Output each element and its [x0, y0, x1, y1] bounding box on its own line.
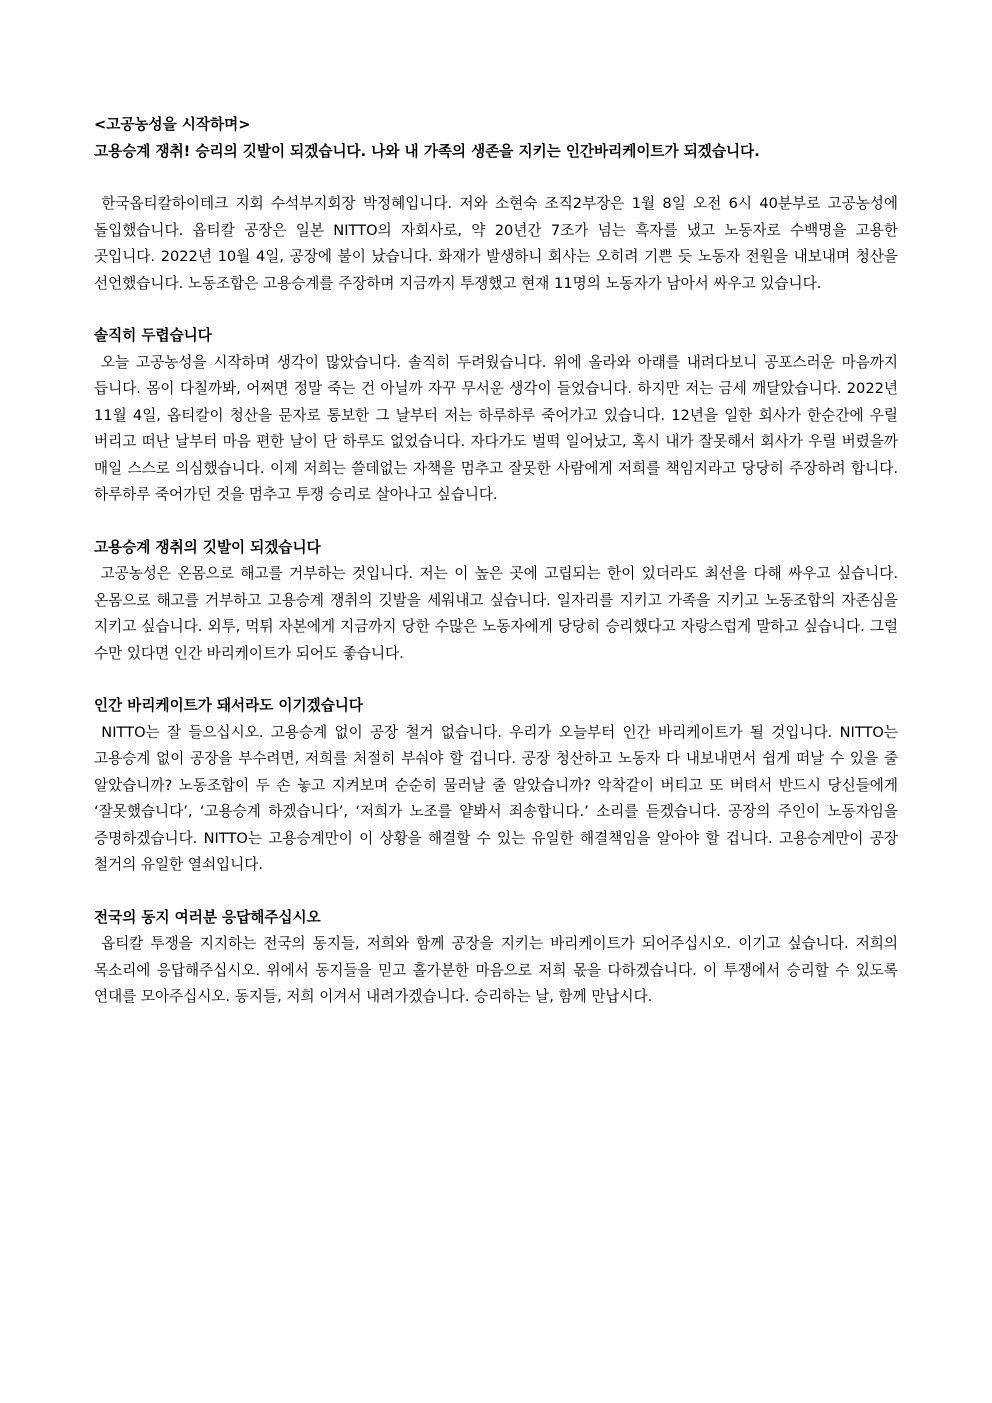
section-title: 전국의 동지 여러분 응답해주십시오	[94, 908, 321, 926]
section-body: 고공농성은 온몸으로 해고를 거부하는 것입니다. 저는 이 높은 곳에 고립되는 한이 있더라도 최선을 다해 싸우고 싶습니다. 온몸으로 해고를 거부하고 고용승계 쟁취의 깃발을 세워내고 싶습니다. 일자리를 지키고 가족을 지키고 노동조합의 자존심을 지키고 싶습니다. 외투, 먹튀 자본에게 지금까지 당한 수많은 노동자에게 당당히 승리했다고 자랑스럽게 말하고 싶습니다. 그럴 수만 있다면 인간 바리케이트가 되어도 좋습니다.	[94, 565, 898, 662]
section-body: 옵티칼 투쟁을 지지하는 전국의 동지들, 저희와 함께 공장을 지키는 바리케이트가 되어주십시오. 이기고 싶습니다. 저희의 목소리에 응답해주십시오. 위에서 동지들을 믿고 홀가분한 마음으로 저희 몫을 다하겠습니다. 이 투쟁에서 승리할 수 있도록 연대를 모아주십시오. 동지들, 저희 이겨서 내려가겠습니다. 승리하는 날, 함께 만납시다.	[94, 935, 898, 1005]
section-title: 고용승계 쟁취의 깃발이 되겠습니다	[94, 538, 321, 556]
section-body: 오늘 고공농성을 시작하며 생각이 많았습니다. 솔직히 두려웠습니다. 위에 올라와 아래를 내려다보니 공포스러운 마음까지 듭니다. 몸이 다칠까봐, 어쩌면 정말 죽는 건 아닐까 자꾸 무서운 생각이 들었습니다. 하지만 저는 금세 깨달았습니다. 2022년 11월 4일, 옵티칼이 청산을 문자로 통보한 그 날부터 저는 하루하루 죽어가고 있습니다. 12년을 일한 회사가 한순간에 우릴 버리고 떠난 날부터 마음 편한 날이 단 하루도 없었습니다. 자다가도 벌떡 일어났고, 혹시 내가 잘못해서 회사가 우릴 버렸을까 매일 스스로 의심했습니다. 이제 저희는 쓸데없는 자책을 멈추고 잘못한 사람에게 저희를 책임지라고 당당히 주장하려 합니다. 하루하루 죽어가던 것을 멈추고 투쟁 승리로 살아나고 싶습니다.	[94, 353, 899, 503]
section-barricade	[94, 693, 898, 879]
section-fear	[94, 323, 898, 509]
section-title: 솔직히 두렵습니다	[94, 327, 212, 344]
document-page	[94, 112, 898, 1011]
intro-paragraph: 한국옵티칼하이테크 지회 수석부지회장 박정혜입니다. 저와 소현숙 조직2부장은 1월 8일 오전 6시 40분부로 고공농성에 돌입했습니다. 옵티칼 공장은 일본 NITTO의 자회사로, 약 20년간 7조가 넘는 흑자를 냈고 노동자로 수백명을 고용한 곳입니다. 2022년 10월 4일, 공장에 불이 났습니다. 화재가 발생하니 회사는 오히려 기쁜 듯 노동자 전원을 내보내며 청산을 선언했습니다. 노동조합은 고용승계를 주장하며 지금까지 투쟁했고 현재 11명의 노동자가 남아서 싸우고 있습니다.	[94, 195, 898, 292]
section-body: NITTO는 잘 들으십시오. 고용승계 없이 공장 철거 없습니다. 우리가 오늘부터 인간 바리케이트가 될 것입니다. NITTO는 고용승계 없이 공장을 부수려면, 저희를 처절히 부숴야 할 겁니다. 공장 청산하고 노동자 다 내보내면서 쉽게 떠날 수 있을 줄 알았습니까? 노동조합이 두 손 놓고 지켜보며 순순히 물러날 줄 알았습니까? 악착같이 버티고 또 버텨서 반드시 당신들에게 ‘잘못했습니다’, ‘고용승계 하겠습니다’, ‘저희가 노조를 얕봐서 죄송합니다.’ 소리를 듣겠습니다. 공장의 주인이 노동자임을 증명하겠습니다. NITTO는 고용승계만이 이 상황을 해결할 수 있는 유일한 해결책임을 알아야 할 겁니다. 고용승계만이 공장 철거의 유일한 열쇠입니다.	[94, 723, 898, 873]
document-header: <고공농성을 시작하며>	[94, 116, 251, 133]
section-flag	[94, 535, 898, 668]
intro-section	[94, 191, 898, 297]
section-solidarity	[94, 905, 898, 1011]
document-headline: 고용승계 쟁취! 승리의 깃발이 되겠습니다. 나와 내 가족의 생존을 지키는 인간바리케이트가 되겠습니다.	[94, 142, 760, 160]
section-title: 인간 바리케이트가 돼서라도 이기겠습니다	[94, 697, 363, 714]
